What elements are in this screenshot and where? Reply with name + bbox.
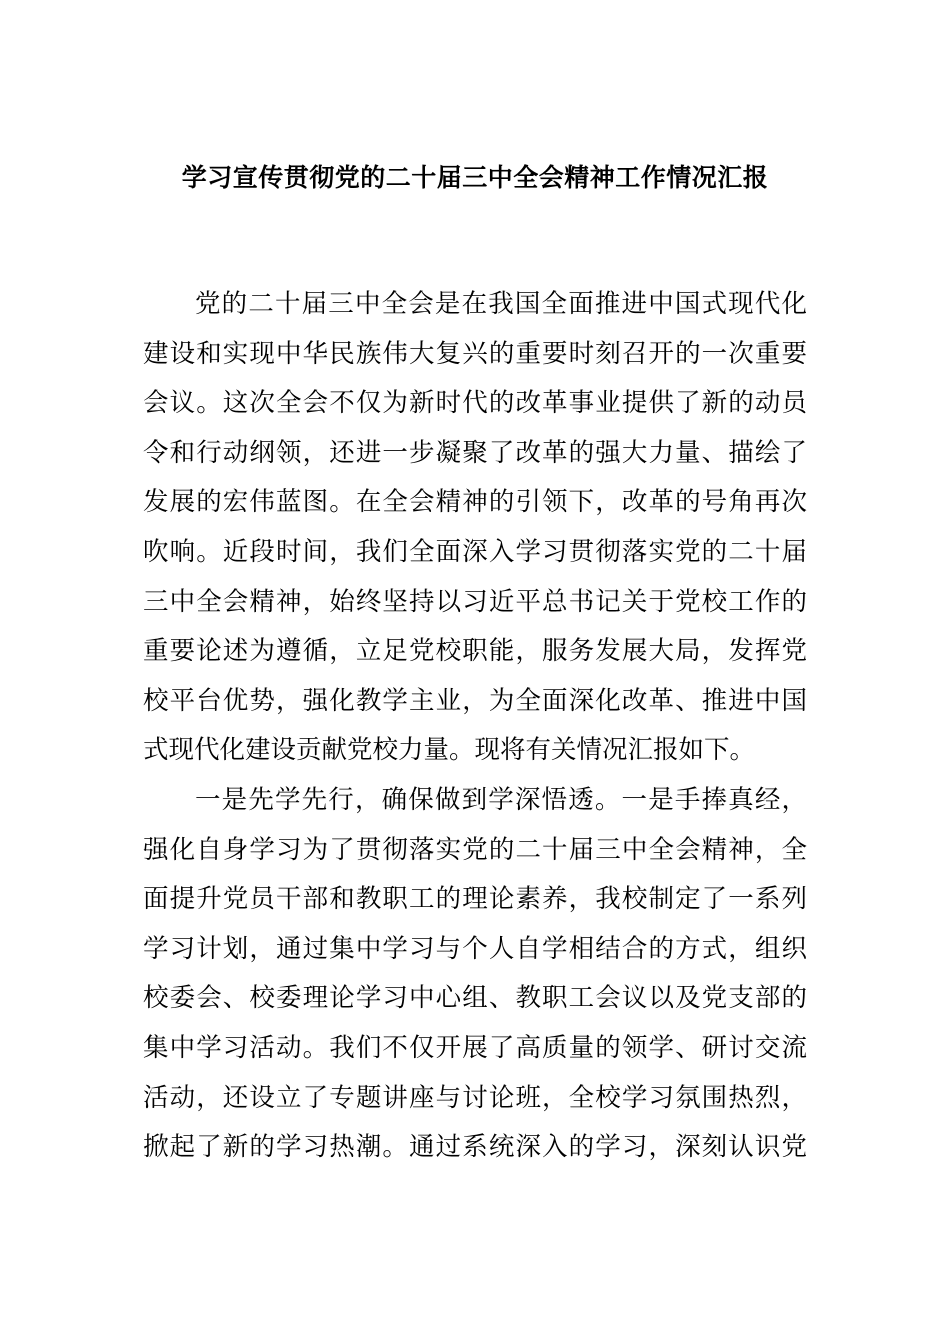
document-body — [143, 280, 807, 1173]
paragraph-1-line: 式现代化建设贡献党校力量。现将有关情况汇报如下。 — [143, 735, 756, 766]
paragraph-1-line: 校平台优势，强化教学主业，为全面深化改革、推进中国 — [143, 685, 807, 716]
paragraph-2-line: 强化自身学习为了贯彻落实党的二十届三中全会精神，全 — [143, 834, 807, 865]
paragraph-2-line: 学习计划，通过集中学习与个人自学相结合的方式，组织 — [143, 933, 807, 964]
paragraph-2-line: 面提升党员干部和教职工的理论素养，我校制定了一系列 — [143, 884, 807, 915]
document-title: 学习宣传贯彻党的二十届三中全会精神工作情况汇报 — [181, 163, 769, 192]
paragraph-2-line: 校委会、校委理论学习中心组、教职工会议以及党支部的 — [143, 983, 807, 1014]
paragraph-1-line: 建设和实现中华民族伟大复兴的重要时刻召开的一次重要 — [143, 338, 807, 369]
paragraph-1-line: 三中全会精神，始终坚持以习近平总书记关于党校工作的 — [143, 586, 807, 617]
paragraph-2-line: 集中学习活动。我们不仅开展了高质量的领学、研讨交流 — [143, 1032, 807, 1063]
paragraph-1-line: 令和行动纲领，还进一步凝聚了改革的强大力量、描绘了 — [143, 437, 807, 468]
paragraph-1-line: 发展的宏伟蓝图。在全会精神的引领下，改革的号角再次 — [143, 487, 807, 518]
paragraph-2-line: 掀起了新的学习热潮。通过系统深入的学习，深刻认识党 — [143, 1132, 807, 1163]
paragraph-1-line: 党的二十届三中全会是在我国全面推进中国式现代化 — [195, 289, 807, 319]
paragraph-1-line: 重要论述为遵循，立足党校职能，服务发展大局，发挥党 — [143, 636, 807, 667]
paragraph-1-line: 吹响。近段时间，我们全面深入学习贯彻落实党的二十届 — [143, 536, 807, 567]
paragraph-1-line: 会议。这次全会不仅为新时代的改革事业提供了新的动员 — [143, 388, 807, 419]
paragraph-2-line: 一是先学先行，确保做到学深悟透。一是手捧真经， — [195, 784, 807, 815]
paragraph-2-line: 活动，还设立了专题讲座与讨论班，全校学习氛围热烈， — [143, 1082, 807, 1113]
